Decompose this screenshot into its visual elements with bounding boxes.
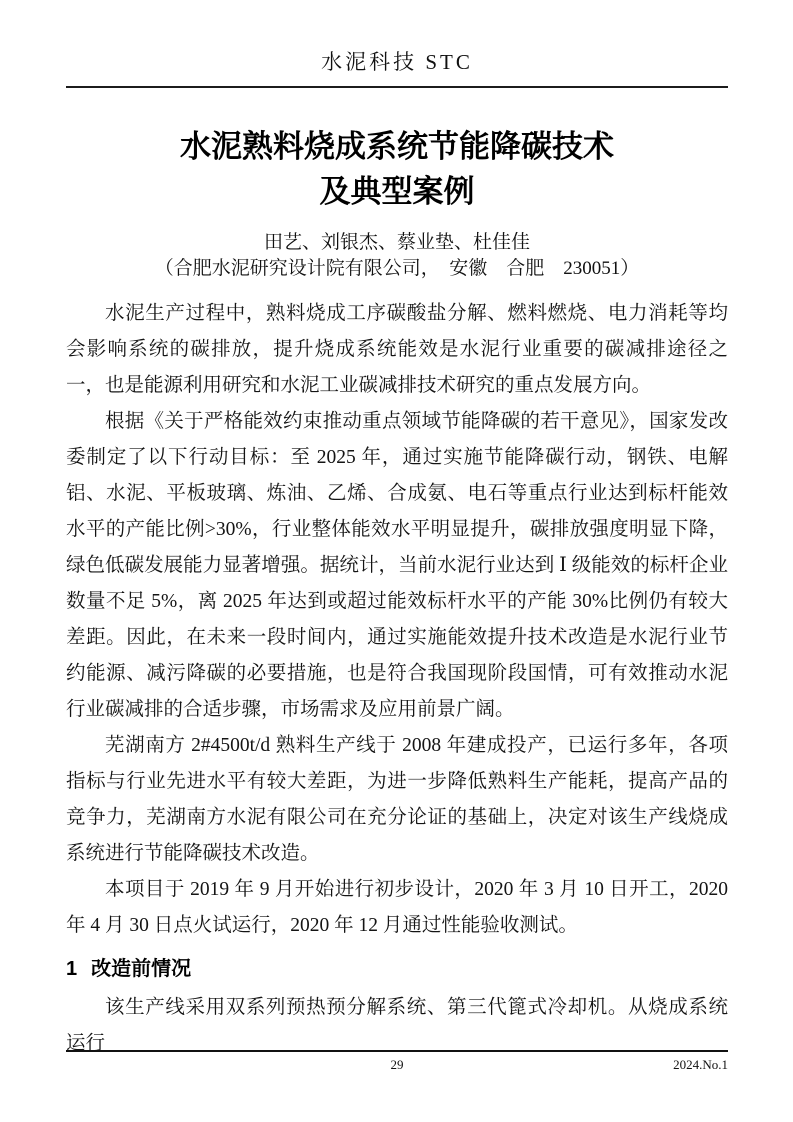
issue-number: 2024.No.1 [673,1057,728,1072]
article-title [66,124,728,214]
article-title-line1: 水泥熟料烧成系统节能降碳技术 [180,129,614,164]
page-number: 29 [390,1057,404,1072]
page-footer [66,1057,728,1075]
paragraph-project-timeline: 本项目于 2019 年 9 月开始进行初步设计，2020 年 3 月 10 日开工，2020 年 4 月 30 日点火试运行，2020 年 12 月通过性能验收测试。 [66,879,728,936]
paragraph-policy: 根据《关于严格能效约束推动重点领域节能降碳的若干意见》，国家发改委制定了以下行动目标：至 2025 年，通过实施节能降碳行动，钢铁、电解铝、水泥、平板玻璃、炼油、乙烯、合成氨、电石等重点行业达到标杆能效水平的产能比例>30%，行业整体能效水平明显提升，碳排放强度明显下降，绿色低碳发展能力显著增强。据统计，当前水泥行业达到 Ⅰ 级能效的标杆企业数量不足 5%，离 2025 年达到或超过能效标杆水平的产能 30%比例仍有较大差距。因此，在未来一段时间内，通过实施能效提升技术改造是水泥行业节约能源、减污降碳的必要措施，也是符合我国现阶段国情，可有效推动水泥行业碳减排的合适步骤，市场需求及应用前景广阔。 [66,411,728,720]
authors-line: 田艺、刘银杰、蔡业垫、杜佳佳 [263,232,530,253]
article-title-line2: 及典型案例 [319,174,475,209]
paragraph-plant-background: 芜湖南方 2#4500t/d 熟料生产线于 2008 年建成投产，已运行多年，各项指标与行业先进水平有较大差距，为进一步降低熟料生产能耗，提高产品的竞争力，芜湖南方水泥有限公司在充分论证的基础上，决定对该生产线烧成系统进行节能降碳技术改造。 [66,735,728,864]
footer-rule [66,1050,728,1052]
header-rule [66,86,728,88]
journal-header-title: 水泥科技 STC [321,50,473,74]
page-content [66,0,728,1062]
section-1-heading [66,954,728,984]
section-1-first-paragraph: 该生产线采用双系列预热预分解系统、第三代篦式冷却机。从烧成系统运行 [66,997,728,1054]
section-1-title: 改造前情况 [91,958,192,980]
article-body [66,296,728,1062]
affiliation-line: （合肥水泥研究设计院有限公司， 安徽 合肥 230051） [154,258,640,279]
section-1-number: 1 [66,958,78,980]
paragraph-intro: 水泥生产过程中，熟料烧成工序碳酸盐分解、燃料燃烧、电力消耗等均会影响系统的碳排放，提升烧成系统能效是水泥行业重要的碳减排途径之一，也是能源利用研究和水泥工业碳减排技术研究的重点发展方向。 [66,303,728,396]
